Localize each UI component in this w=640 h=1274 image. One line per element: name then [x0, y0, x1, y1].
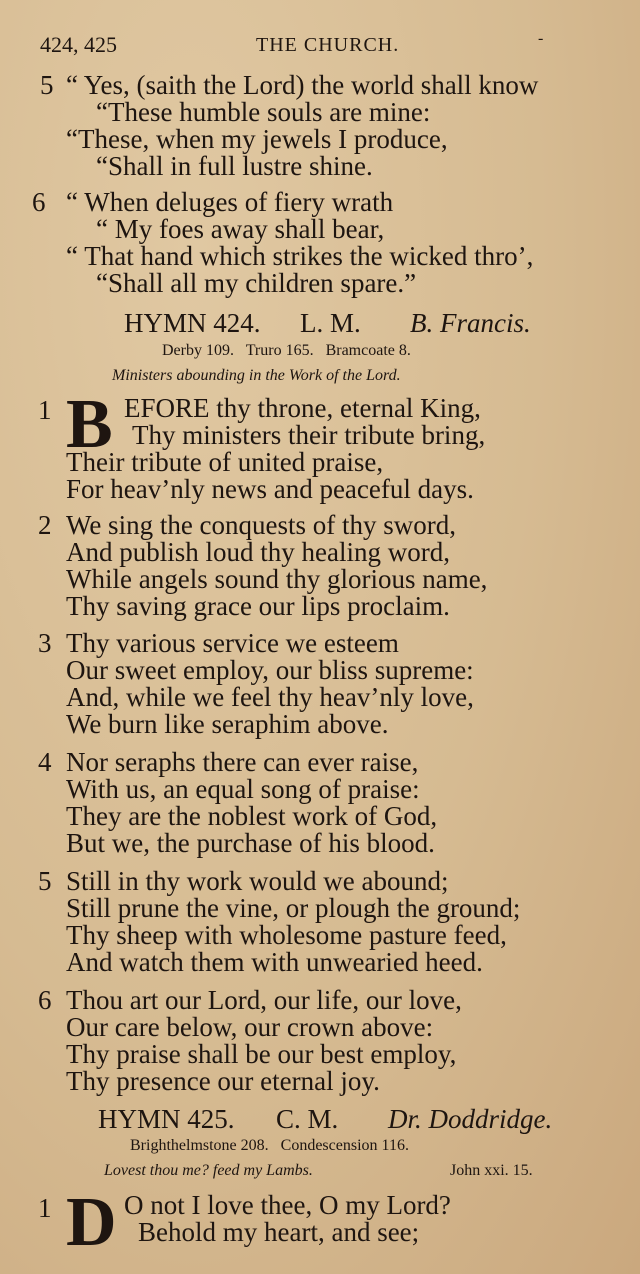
verse-line: Thy various service we esteem — [66, 628, 399, 658]
stanza-number: 1 — [38, 395, 52, 425]
verse-line: Thy sheep with wholesome pasture feed, — [66, 920, 507, 950]
hymn-number: HYMN 425. — [98, 1104, 235, 1134]
verse-line: Nor seraphs there can ever raise, — [66, 747, 419, 777]
hymn-subject: Lovest thou me? feed my Lambs. — [104, 1162, 313, 1179]
verse-line: They are the noblest work of God, — [66, 801, 438, 831]
verse-line: We sing the conquests of thy sword, — [66, 510, 457, 540]
verse-line: EFORE thy throne, eternal King, — [124, 393, 481, 423]
scripture-reference: John xxi. 15. — [450, 1162, 533, 1179]
hymn-author: B. Francis. — [410, 308, 531, 338]
stanza-number: 5 — [38, 866, 52, 896]
verse-line: Thy ministers their tribute bring, — [132, 420, 486, 450]
verse-line: “Shall in full lustre shine. — [96, 151, 373, 181]
running-title: THE CHURCH. — [256, 34, 400, 56]
stanza-number: 4 — [38, 747, 52, 777]
verse-line: “ When deluges of fiery wrath — [66, 187, 394, 217]
verse-line: Still in thy work would we abound; — [66, 866, 449, 896]
verse-line: With us, an equal song of praise: — [66, 774, 420, 804]
drop-cap: B — [66, 386, 113, 463]
page-numbers: 424, 425 — [40, 32, 117, 57]
verse-line: “These, when my jewels I produce, — [66, 124, 448, 154]
tune-names: Derby 109. Truro 165. Bramcoate 8. — [162, 342, 411, 359]
verse-line: While angels sound thy glorious name, — [66, 564, 488, 594]
verse-line: “These humble souls are mine: — [96, 97, 431, 127]
verse-line: Still prune the vine, or plough the ground; — [66, 893, 521, 923]
hymn-author: Dr. Doddridge. — [388, 1104, 553, 1134]
verse-line: We burn like seraphim above. — [66, 709, 389, 739]
hymn-subject: Ministers abounding in the Work of the Lord. — [112, 367, 401, 384]
tune-names: Brighthelmstone 208. Condescension 116. — [130, 1137, 409, 1154]
hymn-number: HYMN 424. — [124, 308, 261, 338]
stanza-number: 6 — [38, 985, 52, 1015]
verse-line: And watch them with unwearied heed. — [66, 947, 483, 977]
verse-line: “ My foes away shall bear, — [96, 214, 385, 244]
verse-line: But we, the purchase of his blood. — [66, 828, 435, 858]
stanza-number: 6 — [32, 187, 46, 217]
verse-line: Thou art our Lord, our life, our love, — [66, 985, 462, 1015]
drop-cap: D — [66, 1184, 117, 1261]
stanza-number: 1 — [38, 1193, 52, 1223]
verse-line: “ That hand which strikes the wicked thro’, — [66, 241, 534, 271]
verse-line: And publish loud thy healing word, — [66, 537, 450, 567]
hymn-meter: C. M. — [276, 1104, 339, 1134]
verse-line: Our care below, our crown above: — [66, 1012, 434, 1042]
verse-line: Thy presence our eternal joy. — [66, 1066, 380, 1096]
verse-line: “Shall all my children spare.” — [96, 268, 417, 298]
verse-line: And, while we feel thy heav’nly love, — [66, 682, 474, 712]
stanza-number: 3 — [38, 628, 52, 658]
stanza-number: 5 — [40, 70, 54, 100]
hymn-meter: L. M. — [300, 308, 361, 338]
verse-line: “ Yes, (saith the Lord) the world shall know — [66, 70, 539, 100]
verse-line: For heav’nly news and peaceful days. — [66, 474, 474, 504]
verse-line: Thy praise shall be our best employ, — [66, 1039, 457, 1069]
verse-line: Thy saving grace our lips proclaim. — [66, 591, 450, 621]
verse-line: O not I love thee, O my Lord? — [124, 1190, 451, 1220]
verse-line: Their tribute of united praise, — [66, 447, 384, 477]
header-mark: - — [538, 30, 544, 47]
verse-line: Our sweet employ, our bliss supreme: — [66, 655, 474, 685]
stanza-number: 2 — [38, 510, 52, 540]
verse-line: Behold my heart, and see; — [138, 1217, 420, 1247]
